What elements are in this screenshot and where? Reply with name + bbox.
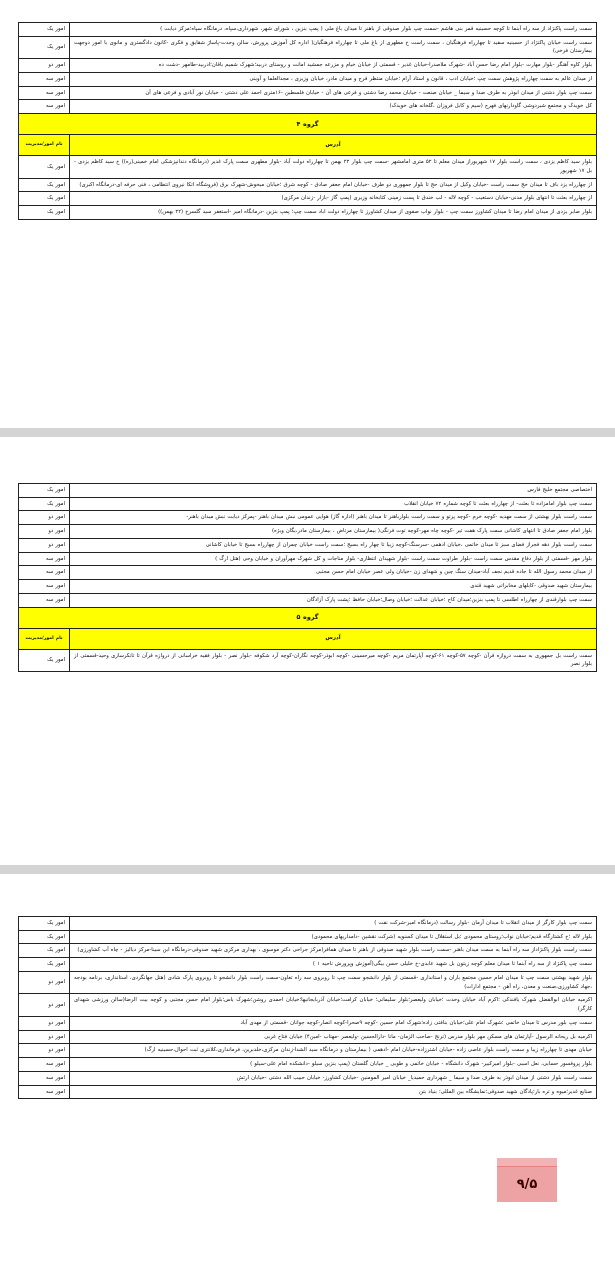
address-cell: سمت راست بلوار دهه فجراز فضای سبز تا میدان خاتمی ،خیابان ادهمی -سرسنگ-کوچه زیبا تا چهار راه بسیج ؛سمت راست خیابان چمران از چهارراه بسیج تا خیابان کاشانی	[70, 538, 597, 552]
address-cell: بلوار مهر -قسمتی از بلوار دفاع مقدس سمت راست -بلوار طراوت سمت راست -بلوار شهیدان انتظاری- بلوار مناجات و کل شهرک مهرآوران و خیابان وحی (هتل ارگ )	[70, 552, 597, 566]
address-cell: از چهارراه بعثت تا انتهای بلوار مدنی-خیابان دستغیب - کوچه لاله - لب خندق تا پست زمینی کتابخانه وزیری (پمپ گاز -بازار -زندان مرکزی)	[70, 192, 597, 206]
address-cell: سمت راست بلوار دشتی از میدان ابوذر به طرف صدا و سیما _ شهرداری حمیدیا_ خیابان امیر المومنین -خیابان کشاورز- خیابان حبیب الله دشتی -خیابان ارتش	[70, 1071, 597, 1085]
address-cell: بلوار کاوه آهنگر -بلوار مهارت -بلوار امام رضا حسن آباد -شهرک ملاصدرا-خیابان غدیر - قسمتی از خیابان خیام و مزرعه جمشید امانت و روستای دربید؛شهرک شمیم باقان؛ادربید-طامهر -دشت ده	[70, 59, 597, 73]
unit-cell: امور سه	[19, 86, 70, 100]
address-cell: اکرمیه بل ریحانه الرسول -آپارتمان های مسکن مهر بلوار مدرس (ترنج -صاحب الزمان- مانا -دارالحسین -ولیعصر -مهتاب -امین۴) خیابان فتاح غربی	[70, 1030, 597, 1044]
table-row[interactable]	[19, 511, 597, 525]
address-cell: از میدان محمد رسول الله تا جاده قدیم نجف آباد-میدان سنگ چین و شهدای زن -خیابان ولی عصر خیابان امام حسن مجتبی	[70, 566, 597, 580]
table-row[interactable]	[19, 649, 597, 671]
group-banner-row	[19, 114, 597, 135]
unit-cell: امور یک	[19, 156, 70, 178]
header-address: آدرس	[70, 628, 597, 649]
address-cell: سمت چپ بلور مدرس تا میدان خاتمی ؛شهرک امام علی؛خیابان بنافتی زاده؛شهرک امام حسین -کوچه ۹صحرا-کوچه انصار-کوچه جوانان -قسمتی از مهدی آباد	[70, 1016, 597, 1030]
table-row[interactable]	[19, 525, 597, 539]
unit-cell: امور دو	[19, 971, 70, 993]
unit-cell: امور سه	[19, 100, 70, 114]
address-cell: از میدان عالم به سمت چهارراه پژوهش سمت چپ ؛خیابان ادب ، قانون و استاد آرام ؛خیابان منتظر فرج و میدان مادر، خیابان وزیری ، مجدالعلما و آوینی	[70, 72, 597, 86]
address-cell: بلوار لاله ؛خ کشتارگاه قدیم؛خیابان نواب؛روستای محمودی ؛بل استقلال تا میدان کسنویه (شرکت نقشین -دامداریهای محمودی)	[70, 930, 597, 944]
unit-cell: امور دو	[19, 538, 70, 552]
address-cell: سمت چپ بلوارقندی از چهارراه اطلسی تا پمپ بنزین؛میدان کاج ؛خیابان عدالت ؛خیابان وصال؛خیابان حافظ ؛پشت پارک آزادگان	[70, 593, 597, 607]
group-banner-row	[19, 607, 597, 628]
table-row[interactable]	[19, 971, 597, 993]
unit-cell: امور دو	[19, 59, 70, 73]
address-cell: بلوار صابر یزدی از میدان امام رضا تا میدان کشاورز سمت چپ - بلوار نواب صفوی از میدان کشاورز تا چهارراه دولت اباد سمت چپ؛ پمپ بنزین -درمانگاه امیر -استغفر سید گلسرخ (۲۲ بهمن))	[70, 206, 597, 220]
unit-cell: امور یک	[19, 944, 70, 958]
table-row[interactable]	[19, 1030, 597, 1044]
document-page-3	[0, 874, 615, 1280]
table-row[interactable]	[19, 1071, 597, 1085]
page-separator	[0, 428, 615, 437]
address-table-page-3	[18, 916, 597, 1099]
address-cell: سمت راست بلوار پاکنژاداز سه راه آبنما به سمت میدان باهنر -سمت راست بلوار شهید صدوقی از باهنر تا میدان همافر(مرکز جراحی دکتر موسوی ، بهداری مرکزی شهید صدوقی-درمانگاه ابن سینا-مرکز دیالیز - چاه آب کشاورزی)	[70, 944, 597, 958]
unit-cell: امور یک	[19, 649, 70, 671]
table-row[interactable]	[19, 538, 597, 552]
unit-cell: امور دو	[19, 525, 70, 539]
table-row[interactable]	[19, 206, 597, 220]
address-cell: بلوار سید کاظم یزدی ، سمت راست بلوار ۱۷ شهریوراز میدان معلم تا ۵۲ متری امامشهر -سمت چپ بلوار ۲۲ بهمن تا چهارراه دولت آباد -بلوار مطهری سمت پارک غدیر (درمانگاه دندانپزشکی امام خمینی(ره)) خ سید کاظم یزدی - بل ۱۷ شهریور	[70, 156, 597, 178]
table-row[interactable]	[19, 100, 597, 114]
address-cell: خیابان مهدی تا چهارراه زیبا و سمت راست بلوار عاصی زاده -خیابان اشترزاده-خیابان امام -ادهمی ( بیمارستان و درمانگاه سید الشدا-زندان مرکزی،خلدبرین، فرمانداری،کلانتری ثبت احوال،حسینیه ارگ)	[70, 1044, 597, 1058]
unit-cell: امور سه	[19, 72, 70, 86]
page-indicator-badge[interactable]: ۹/۵	[497, 1166, 557, 1202]
table-row[interactable]	[19, 497, 597, 511]
table-row[interactable]	[19, 1044, 597, 1058]
address-cell: اکرمیه خیابان ابوالفضل شهرک یافندکی ؛اکرم آباد خیابان وحدت ؛خیابان ولیعصر؛بلوار سلیمانی؛ خیابان کرامت؛خیابان آذربایجانیها؛خیابان احمدی روشن؛شهرک یاس؛بلوار امام حسن مجتبی و کوچه بیت الرضا(سالن ورزشی شهدای کارگر)	[70, 994, 597, 1016]
address-cell: سمت چپ بلوار امامزاده تا بعثت- از چهارراه بعثت تا کوچه شماره ۷۲ خیابان انقلاب	[70, 497, 597, 511]
address-cell: سمت راست خیابان پاکنژاد از حسینیه سفید تا چهارراه فرهنگیان ، سمت راست خ مطهری از باغ ملی تا چهارراه فرهنگیان( اداره کل آموزش پرورش، سالن وحدت-پاساژ شقایق و فکری -کانون دادگستری و مانوی با امور دوجهت بیمارستان فرخی)	[70, 36, 597, 58]
table-row[interactable]	[19, 580, 597, 594]
unit-cell: امور سه	[19, 1058, 70, 1072]
table-row[interactable]	[19, 930, 597, 944]
table-row[interactable]	[19, 566, 597, 580]
unit-cell: امور سه	[19, 593, 70, 607]
document-page-2	[0, 437, 615, 865]
unit-cell: امور یک	[19, 917, 70, 931]
address-cell: صنایع غدیر؛میوه و تره بار؛پادگان شهید صدوقی؛نمایشگاه بین المللی؛ بنیاد بتن	[70, 1085, 597, 1099]
document-page-1	[0, 0, 615, 428]
unit-cell: امور یک	[19, 36, 70, 58]
address-cell: کل خویدک و مجتمع شیردوشی گاودارنهای فهرج (سیم و کابل فروزان ،گلخانه های خویدک)	[70, 100, 597, 114]
address-cell: سمت راست بلوار بهشتی از سمت مهدیه -کوچه خرم -کوچه پرتو و سمت راست بلوارباهنر تا میدان باهنر (اداره گاز) هوایی عمومی نبش میدان باهنر -پمرکز دیابت نبش میدان باهنر-	[70, 511, 597, 525]
table-row[interactable]	[19, 1085, 597, 1099]
table-row[interactable]	[19, 593, 597, 607]
address-cell: بلوار امام جعفر صادق تا انتهای کاشانی سمت پارک هفت تیر -کوچه چاه مهر-کوچه توت فرنگی( بیمارستان مرتاض ، بیمارستان مادر،یگان ویژه)	[70, 525, 597, 539]
table-row[interactable]	[19, 1016, 597, 1030]
table-row[interactable]	[19, 178, 597, 192]
address-cell: اختصاصی مجتمع خلیج فارس	[70, 484, 597, 498]
column-header-row	[19, 628, 597, 649]
address-cell: از چهارراه یزد باف تا میدان حج سمت راست -خیابان وکیل از میدان حج تا بلوار جمهوری دو طرف -خیابان امام جعفر صادق - کوچه شرق ؛خیابان میخوش-شهرک برق (فروشگاه اتکا نیروی انتظامی ، فنی حرفه ای-درمانگاه اکبری)	[70, 178, 597, 192]
unit-cell: امور دو	[19, 1016, 70, 1030]
header-address: آدرس	[70, 135, 597, 156]
group-banner-label: گروه ۴	[19, 114, 597, 135]
unit-cell: امور سه	[19, 552, 70, 566]
header-unit: نام امور/مدیریت	[19, 135, 70, 156]
header-unit: نام امور/مدیریت	[19, 628, 70, 649]
address-cell: سمت چپ پاکنژاد از سه راه آبنما تا میدان معلم کوچه زیتون بل شهید عابدی-خ خلیلی حسن بیگی(آموزش وپرورش ناحیه ۱ )	[70, 958, 597, 972]
table-row[interactable]	[19, 917, 597, 931]
table-row[interactable]	[19, 59, 597, 73]
table-row[interactable]	[19, 552, 597, 566]
unit-cell: امور دو	[19, 1044, 70, 1058]
address-cell: بلوار پروفسور حسابی، نعل اسبی -بلوار امیرکبیر- شهرک دانشگاه - خیابان خاتمی و طوبی _ خیابان گلستان (پمپ بنزین سیلو -دانشکده امام علی-سیلو )	[70, 1058, 597, 1072]
address-cell: سمت چپ بلوار دشتی از میدان ابوذر به طرف صدا و سیما _ خیابان صنعت - خیابان محمد رضا دشتی و فرعی های آن - خیابان فلسطین -۱۶متری احمد علی دشتی - خیابان نور آبادی و فرعی های آن	[70, 86, 597, 100]
unit-cell: امور یک	[19, 23, 70, 37]
unit-cell: امور یک	[19, 497, 70, 511]
address-cell: سمت چپ بلوار کارگر از میدان انقلاب تا میدان آرمان -بلوار رسالت (درمانگاه امیر-شرکت نفت )	[70, 917, 597, 931]
unit-cell: امور دو	[19, 1030, 70, 1044]
column-header-row	[19, 135, 597, 156]
table-row[interactable]	[19, 72, 597, 86]
table-row[interactable]	[19, 484, 597, 498]
unit-cell: امور سه	[19, 1085, 70, 1099]
unit-cell: امور یک	[19, 206, 70, 220]
unit-cell: امور سه	[19, 1071, 70, 1085]
address-table-page-1	[18, 22, 597, 220]
table-row[interactable]	[19, 192, 597, 206]
unit-cell: امور یک	[19, 178, 70, 192]
unit-cell: امور یک	[19, 192, 70, 206]
unit-cell: امور سه	[19, 580, 70, 594]
table-row-highlighted[interactable]	[19, 1058, 597, 1072]
table-row[interactable]	[19, 944, 597, 958]
page-separator	[0, 865, 615, 874]
unit-cell: امور یک	[19, 484, 70, 498]
table-row[interactable]	[19, 23, 597, 37]
unit-cell: امور دو	[19, 511, 70, 525]
unit-cell: امور سه	[19, 566, 70, 580]
group-banner-label: گروه ۵	[19, 607, 597, 628]
table-row[interactable]	[19, 958, 597, 972]
unit-cell: امور یک	[19, 958, 70, 972]
table-row[interactable]	[19, 36, 597, 58]
address-table-page-2	[18, 483, 597, 672]
table-row[interactable]	[19, 156, 597, 178]
table-row[interactable]	[19, 86, 597, 100]
table-row[interactable]	[19, 994, 597, 1016]
address-cell: بیمارستان شهید صدوقی -کابلهای مخابراتی شهید قندی	[70, 580, 597, 594]
address-cell: سمت راست بل جمهوری به سمت دروازه قرآن -کوچه ۵۷-کوچه ۶۱-کوچه آپارتمان مریم -کوچه میرحسینی -کوچه ابوذر-کوچه نگاران-کوچه آرد شکوفه -بلوار نصر - بلوار فقیه خراسانی از دروازه قرآن تا تانکرسازی وحید-قسمتی از بلوار نصر	[70, 649, 597, 671]
address-cell: بلوار شهید بهشتی سمت چپ تا میدان امام حسین مجتمع باران و استانداری -قسمتی از بلوار دانشجو سمت چپ تا روبروی سه راه تعاون-سمت راست بلوار دانشجو تا روبروی پارک شادی (هتل جهانگردی، استانداری، برنامه بودجه ،جهاد کشاورزی،صنعت و معدن، راه آهن - مجتمع ادارات)	[70, 971, 597, 993]
unit-cell: امور دو	[19, 994, 70, 1016]
unit-cell: امور یک	[19, 930, 70, 944]
address-cell: سمت راست پاکنژاد از سه راه آبنما تا کوچه حسینیه قمر بنی هاشم -سمت چپ بلوار صدوقی از باهنر تا میدان باغ ملی ( پمپ بنزین ، شورای شهر، شهرداری،سپاه، درمانگاه سپاه؛مرکز دیابت )	[70, 23, 597, 37]
